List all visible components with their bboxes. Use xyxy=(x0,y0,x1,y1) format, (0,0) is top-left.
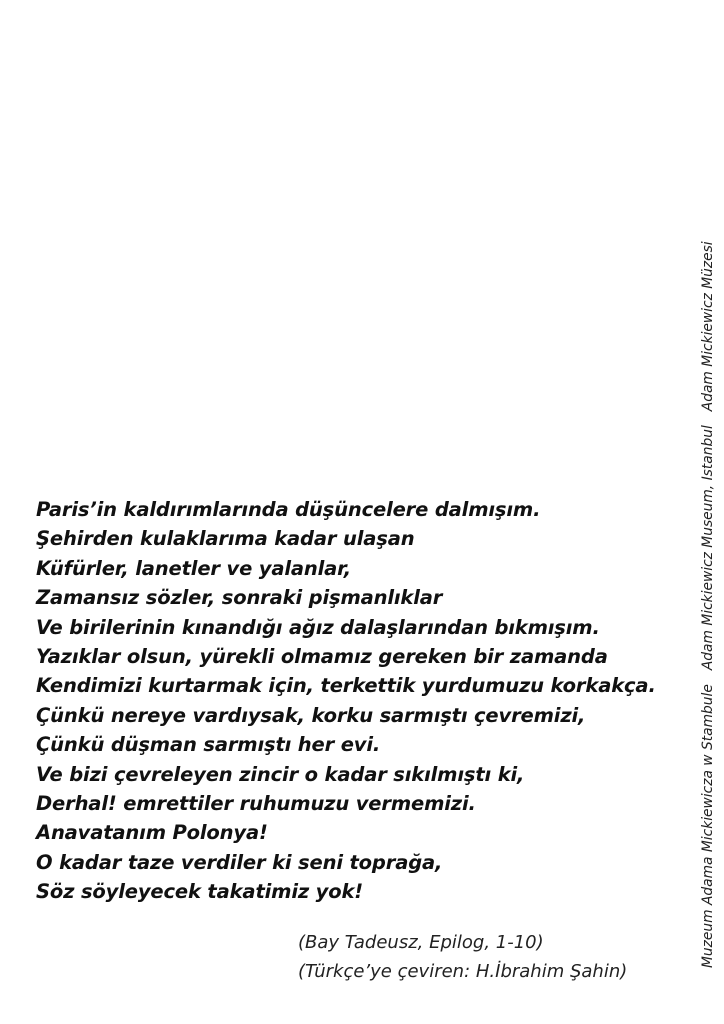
poem-line: Ve birilerinin kınandığı ağız dalaşlarından bıkmışım. xyxy=(36,615,600,639)
translator-credit: (Türkçe’ye çeviren: H.İbrahim Şahin) xyxy=(298,961,628,982)
museum-name-polish: Muzeum Adama Mickiewicza w Stambule xyxy=(700,684,716,968)
poem-line: Çünkü nereye vardıysak, korku sarmıştı çevremizi, xyxy=(36,703,586,727)
poem-line: Küfürler, lanetler ve yalanlar, xyxy=(36,556,352,580)
museum-name-turkish: Adam Mickiewicz Müzesi xyxy=(700,241,716,412)
poem-source-citation: (Bay Tadeusz, Epilog, 1-10) xyxy=(298,932,544,953)
poem-line: Yazıklar olsun, yürekli olmamız gereken bir zamanda xyxy=(36,645,608,669)
museum-name-english: Adam Mickiewicz Museum, Istanbul xyxy=(700,425,716,671)
poem-line: Paris’in kaldırımlarında düşüncelere dalmışım. xyxy=(36,498,541,521)
poem-line: Şehirden kulaklarıma kadar ulaşan xyxy=(36,527,415,551)
poem-line: Anavatanım Polonya! xyxy=(36,821,268,845)
poem-line: Kendimizi kurtarmak için, terkettik yurdumuzu korkakça. xyxy=(36,674,656,698)
museum-credit-vertical xyxy=(697,88,719,968)
poem-line: O kadar taze verdiler ki seni toprağa, xyxy=(36,850,443,874)
poem-line: Zamansız sözler, sonraki pişmanlıklar xyxy=(36,586,443,610)
poem-line: Ve bizi çevreleyen zincir o kadar sıkılmıştı ki, xyxy=(36,762,525,786)
poem-line: Derhal! emrettiler ruhumuzu vermemizi. xyxy=(36,792,476,816)
poem-line: Çünkü düşman sarmıştı her evi. xyxy=(36,733,381,757)
poem-line: Söz söyleyecek takatimiz yok! xyxy=(36,880,364,904)
poem xyxy=(36,495,696,907)
